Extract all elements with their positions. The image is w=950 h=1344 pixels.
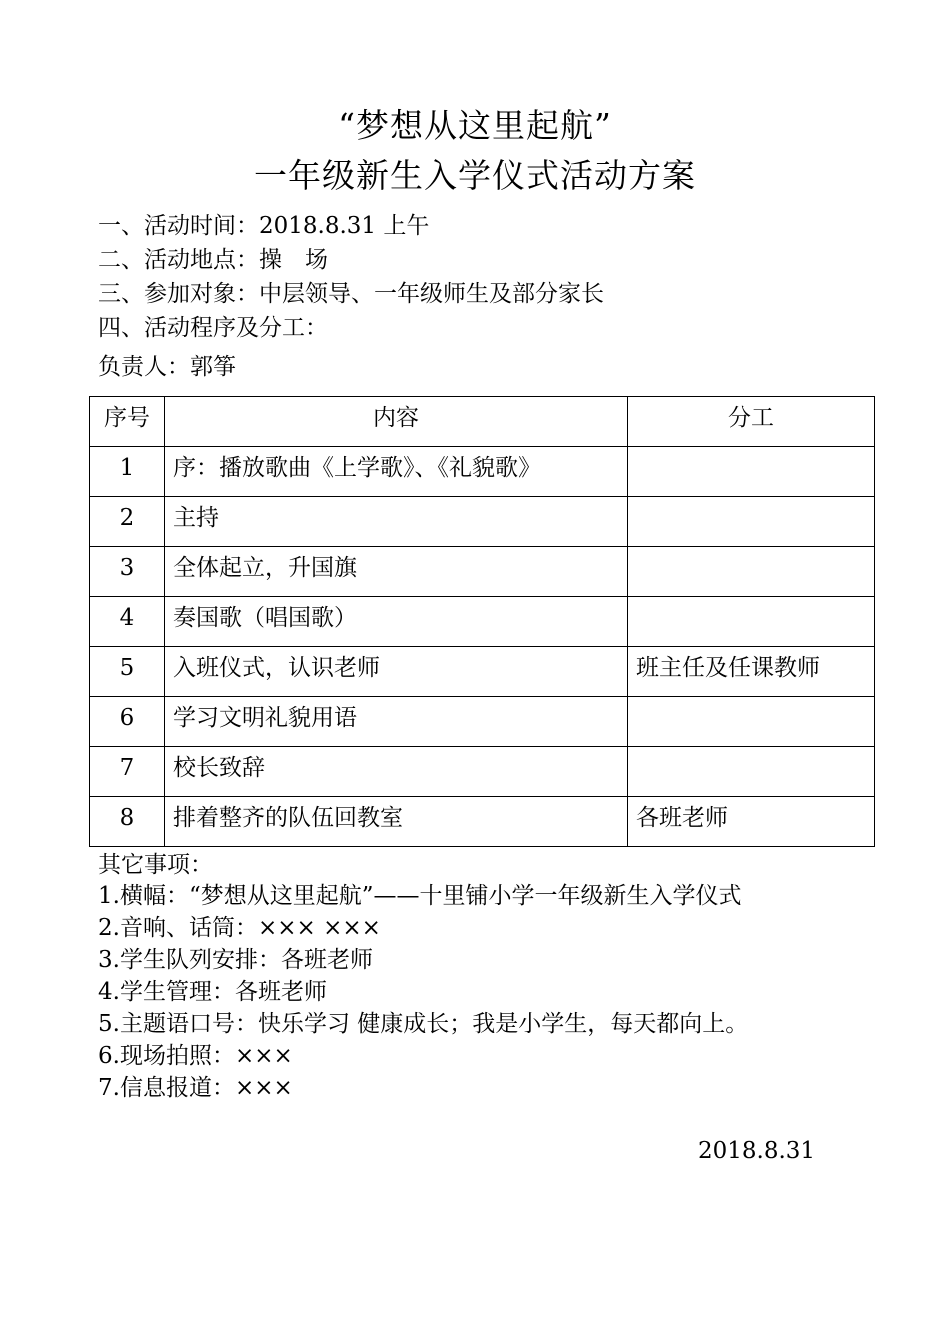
row-assignment: [628, 447, 875, 497]
row-content: 排着整齐的队伍回教室: [165, 797, 628, 847]
row-number: 5: [90, 647, 165, 697]
document-title-line1: “梦想从这里起航”: [338, 106, 612, 145]
header-content: 内容: [165, 397, 628, 447]
table-row: [90, 447, 875, 497]
document-date: 2018.8.31: [698, 1138, 816, 1164]
table-row: [90, 797, 875, 847]
other-items-heading: 其它事项：: [98, 852, 213, 878]
row-number: 8: [90, 797, 165, 847]
row-assignment: 各班老师: [628, 797, 875, 847]
row-assignment: [628, 597, 875, 647]
row-content: 奏国歌（唱国歌）: [165, 597, 628, 647]
header-assignment: 分工: [628, 397, 875, 447]
row-number: 7: [90, 747, 165, 797]
table-row: [90, 697, 875, 747]
row-number: 3: [90, 547, 165, 597]
table-row: [90, 747, 875, 797]
participants: 三、参加对象：中层领导、一年级师生及部分家长: [98, 281, 604, 307]
activity-location: 二、活动地点：操 场: [98, 247, 328, 273]
other-item: 6.现场拍照：×××: [98, 1043, 293, 1069]
row-content: 学习文明礼貌用语: [165, 697, 628, 747]
row-assignment: [628, 747, 875, 797]
person-in-charge: 负责人：郭筝: [98, 354, 236, 380]
row-assignment: [628, 697, 875, 747]
row-content: 全体起立，升国旗: [165, 547, 628, 597]
activity-time: 一、活动时间：2018.8.31 上午: [98, 213, 430, 239]
header-number: 序号: [90, 397, 165, 447]
program-heading: 四、活动程序及分工：: [98, 315, 328, 341]
row-assignment: 班主任及任课教师: [628, 647, 875, 697]
document-title-line2: 一年级新生入学仪式活动方案: [254, 156, 696, 195]
row-content: 入班仪式，认识老师: [165, 647, 628, 697]
row-number: 6: [90, 697, 165, 747]
row-content: 主持: [165, 497, 628, 547]
row-number: 2: [90, 497, 165, 547]
row-content: 校长致辞: [165, 747, 628, 797]
row-content: 序：播放歌曲《上学歌》、《礼貌歌》: [165, 447, 628, 497]
table-row: [90, 547, 875, 597]
row-number: 4: [90, 597, 165, 647]
row-number: 1: [90, 447, 165, 497]
table-row: [90, 497, 875, 547]
table-row: [90, 647, 875, 697]
row-assignment: [628, 497, 875, 547]
other-item: 4.学生管理：各班老师: [98, 979, 327, 1005]
table-row: [90, 597, 875, 647]
schedule-table: [89, 396, 875, 847]
other-item: 2.音响、话筒：××× ×××: [98, 915, 381, 941]
other-item: 1.横幅：“梦想从这里起航”——十里铺小学一年级新生入学仪式: [98, 883, 742, 909]
other-item: 7.信息报道：×××: [98, 1075, 293, 1101]
other-item: 3.学生队列安排：各班老师: [98, 947, 373, 973]
other-item: 5.主题语口号：快乐学习 健康成长；我是小学生，每天都向上。: [98, 1011, 749, 1037]
table-header-row: [90, 397, 875, 447]
row-assignment: [628, 547, 875, 597]
